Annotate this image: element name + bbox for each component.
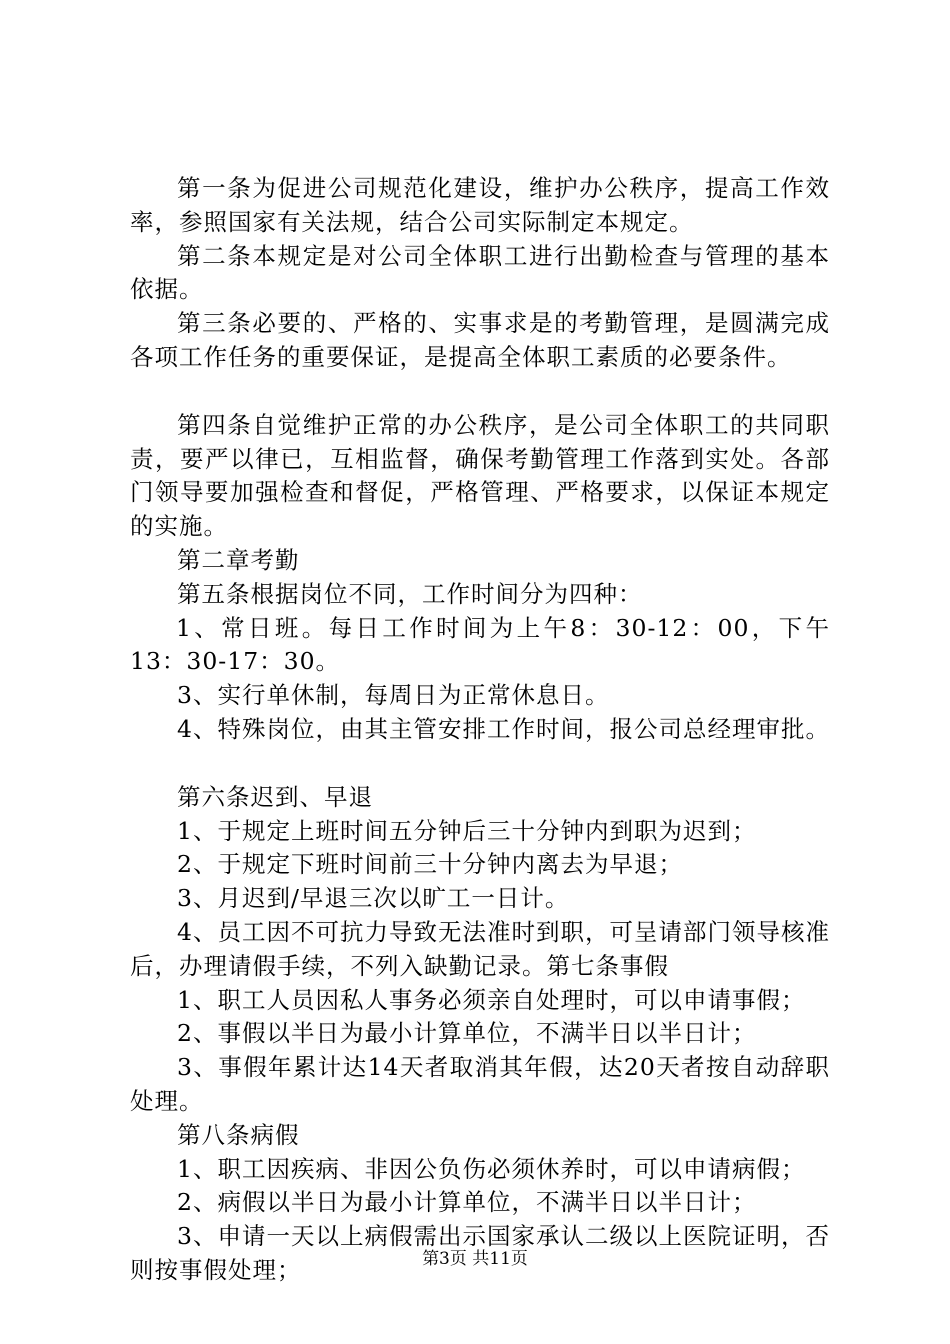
document-body <box>130 172 830 1288</box>
article-3: 第三条必要的、严格的、实事求是的考勤管理，是圆满完成各项工作任务的重要保证，是提高全体职工素质的必要条件。 <box>130 309 830 371</box>
article-6-item-1: 1、于规定上班时间五分钟后三十分钟内到职为迟到； <box>177 816 757 845</box>
chapter-2-heading: 第二章考勤 <box>177 545 300 574</box>
paragraph-gap <box>130 375 830 409</box>
article-2: 第二条本规定是对公司全体职工进行出勤检查与管理的基本依据。 <box>130 241 830 304</box>
article-8-heading: 第八条病假 <box>177 1120 300 1149</box>
article-5-item-3: 3、实行单休制，每周日为正常休息日。 <box>177 681 610 710</box>
article-7-item-2: 2、事假以半日为最小计算单位，不满半日以半日计； <box>177 1019 757 1048</box>
article-7-item-1: 1、职工人员因私人事务必须亲自处理时，可以申请事假； <box>177 985 806 1014</box>
article-8-item-1: 1、职工因疾病、非因公负伤必须休养时，可以申请病假； <box>177 1154 806 1183</box>
article-6-item-4: 4、员工因不可抗力导致无法准时到职，可呈请部门领导核准后，办理请假手续，不列入缺勤记录。第七条事假 <box>130 917 830 980</box>
article-8-item-2: 2、病假以半日为最小计算单位，不满半日以半日计； <box>177 1188 757 1217</box>
article-4: 第四条自觉维护正常的办公秩序，是公司全体职工的共同职责，要严以律已，互相监督，确保考勤管理工作落到实处。各部门领导要加强检查和督促，严格管理、严格要求，以保证本规定的实施。 <box>130 410 830 541</box>
article-5-item-4: 4、特殊岗位，由其主管安排工作时间，报公司总经理审批。 <box>177 714 830 743</box>
paragraph-gap <box>130 747 830 781</box>
article-6-item-2: 2、于规定下班时间前三十分钟内离去为早退； <box>177 850 683 879</box>
article-5: 第五条根据岗位不同，工作时间分为四种： <box>177 579 643 608</box>
article-7-item-3: 3、事假年累计达14天者取消其年假，达20天者按自动辞职处理。 <box>130 1053 830 1115</box>
article-6-heading: 第六条迟到、早退 <box>177 782 373 811</box>
article-6-item-3: 3、月迟到/早退三次以旷工一日计。 <box>177 884 570 913</box>
page-footer: 第3页 共11页 <box>422 1249 528 1269</box>
article-8-item-3: 3、申请一天以上病假需出示国家承认二级以上医院证明，否则按事假处理； <box>130 1222 830 1284</box>
article-5-item-1: 1、常日班。每日工作时间为上午8：30-12：00，下午13：30-17：30。 <box>130 613 830 676</box>
article-1: 第一条为促进公司规范化建设，维护办公秩序，提高工作效率，参照国家有关法规，结合公司实际制定本规定。 <box>130 174 830 236</box>
